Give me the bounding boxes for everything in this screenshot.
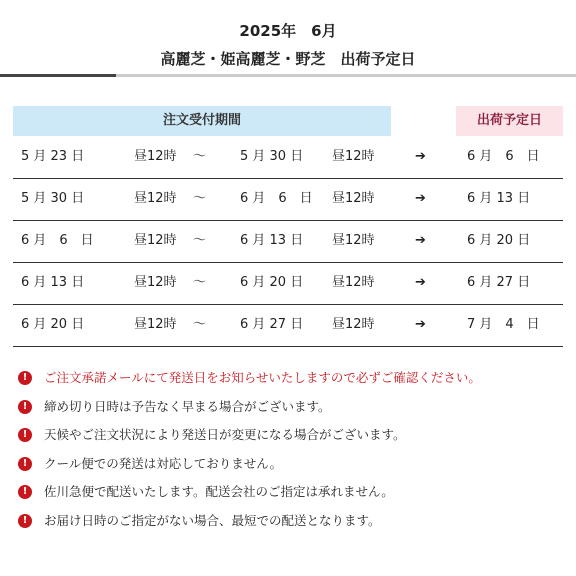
notice-item [18, 482, 568, 511]
notice-text: 天候やご注文状況により発送日が変更になる場合がございます。 [44, 427, 406, 443]
notice-text: 締め切り日時は予告なく早まる場合がございます。 [44, 398, 331, 414]
notice-item [18, 425, 568, 454]
ship-date: 6 月 27 日 [467, 275, 531, 290]
range-separator: 〜 [193, 191, 207, 206]
range-separator: 〜 [193, 275, 207, 290]
order-end-date: 5 月 30 日 [240, 149, 304, 164]
schedule-row [13, 220, 563, 263]
alert-icon: ! [18, 485, 32, 499]
order-end-date: 6 月 20 日 [240, 275, 304, 290]
arrow-right-icon: ➔ [415, 191, 426, 206]
range-separator: 〜 [193, 317, 207, 332]
order-start-date: 6 月 13 日 [21, 275, 85, 290]
ship-date: 6 月 13 日 [467, 191, 531, 206]
ship-date: 6 月 20 日 [467, 233, 531, 248]
order-end-date: 6 月 27 日 [240, 317, 304, 332]
ship-date-header: 出荷予定日 [456, 106, 563, 136]
order-end-time: 昼12時 [332, 317, 375, 332]
order-start-date: 6 月 20 日 [21, 317, 85, 332]
range-separator: 〜 [193, 233, 207, 248]
schedule-row [13, 136, 563, 179]
arrow-right-icon: ➔ [415, 275, 426, 290]
order-start-time: 昼12時 [134, 317, 177, 332]
arrow-right-icon: ➔ [415, 149, 426, 164]
order-start-time: 昼12時 [134, 275, 177, 290]
notice-list [18, 368, 568, 540]
order-period-header: 注文受付期間 [13, 106, 391, 136]
ship-date: 7 月 4 日 [467, 317, 540, 332]
header-divider-accent [0, 74, 116, 77]
page-title: 2025年 6月 [239, 22, 337, 40]
page-subtitle: 高麗芝・姫高麗芝・野芝 出荷予定日 [160, 50, 416, 68]
ship-date: 6 月 6 日 [467, 149, 540, 164]
order-end-time: 昼12時 [332, 191, 375, 206]
notice-item [18, 511, 568, 540]
range-separator: 〜 [193, 149, 207, 164]
order-start-time: 昼12時 [134, 191, 177, 206]
schedule-row [13, 304, 563, 347]
order-end-time: 昼12時 [332, 149, 375, 164]
order-start-date: 5 月 23 日 [21, 149, 85, 164]
schedule-row [13, 262, 563, 305]
arrow-right-icon: ➔ [415, 233, 426, 248]
notice-text: ご注文承諾メールにて発送日をお知らせいたしますので必ずご確認ください。 [44, 370, 481, 385]
notice-text: お届け日時のご指定がない場合、最短での配送となります。 [44, 512, 381, 528]
order-start-time: 昼12時 [134, 149, 177, 164]
notice-text: クール便での発送は対応しておりません。 [44, 455, 283, 471]
order-start-date: 5 月 30 日 [21, 191, 85, 206]
order-end-date: 6 月 6 日 [240, 191, 313, 206]
notice-item [18, 454, 568, 483]
order-end-time: 昼12時 [332, 275, 375, 290]
schedule-row [13, 178, 563, 221]
order-start-date: 6 月 6 日 [21, 233, 94, 248]
alert-icon: ! [18, 457, 32, 471]
order-end-time: 昼12時 [332, 233, 375, 248]
notice-item [18, 397, 568, 426]
arrow-right-icon: ➔ [415, 317, 426, 332]
order-end-date: 6 月 13 日 [240, 233, 304, 248]
order-start-time: 昼12時 [134, 233, 177, 248]
notice-item [18, 368, 568, 397]
alert-icon: ! [18, 371, 32, 385]
notice-text: 佐川急便で配送いたします。配送会社のご指定は承れません。 [44, 484, 394, 500]
alert-icon: ! [18, 428, 32, 442]
alert-icon: ! [18, 400, 32, 414]
alert-icon: ! [18, 514, 32, 528]
